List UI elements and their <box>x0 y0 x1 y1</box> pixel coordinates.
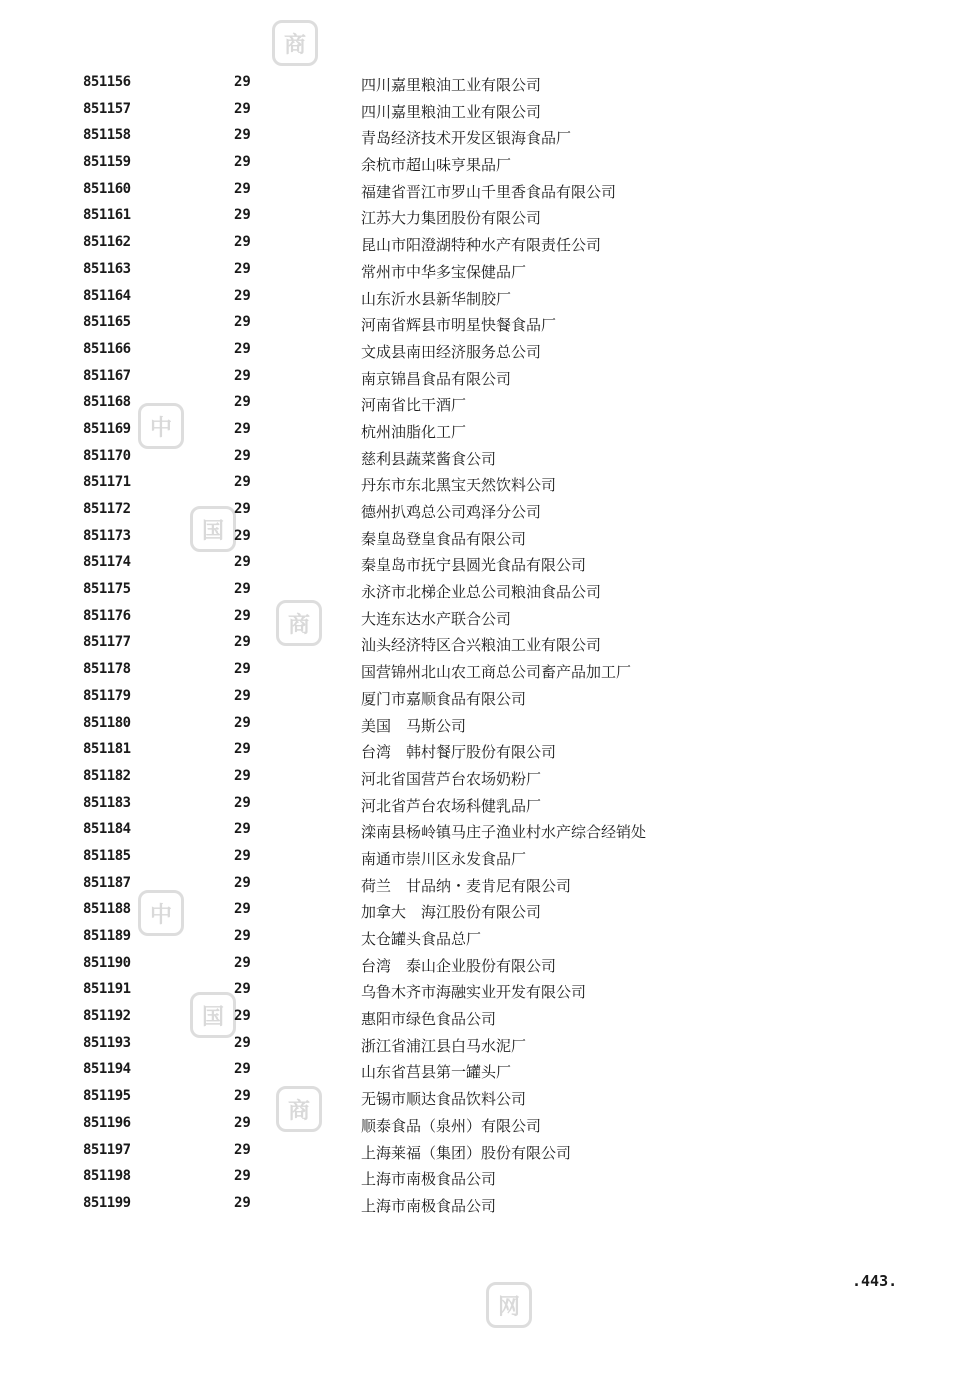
registration-number: 851173 <box>83 527 131 544</box>
company-name: 余杭市超山味亨果品厂 <box>361 156 512 175</box>
company-name: 太仓罐头食品总厂 <box>361 930 482 948</box>
list-item <box>0 123 980 150</box>
class-number: 29 <box>234 367 251 384</box>
company-name: 江苏大力集团股份有限公司 <box>361 209 542 228</box>
registration-number: 851195 <box>83 1088 131 1105</box>
registration-number: 851175 <box>83 581 131 598</box>
class-number: 29 <box>234 1194 251 1211</box>
list-item <box>0 924 980 951</box>
registration-number: 851162 <box>83 234 131 251</box>
registration-number: 851158 <box>83 127 131 144</box>
company-name: 加拿大 海江股份有限公司 <box>361 903 542 922</box>
class-number: 29 <box>234 847 251 864</box>
company-name: 秦皇岛登皇食品有限公司 <box>361 529 527 548</box>
watermark-stamp-icon: 商 <box>272 20 318 66</box>
company-name: 文成县南田经济服务总公司 <box>361 342 542 361</box>
watermark-stamp-icon: 中 <box>138 403 184 449</box>
list-item <box>0 97 980 124</box>
company-name: 厦门市嘉顺食品有限公司 <box>361 689 527 708</box>
registration-number: 851164 <box>83 287 131 304</box>
class-number: 29 <box>234 714 251 731</box>
company-name: 丹东市东北黑宝天然饮料公司 <box>361 476 557 495</box>
list-item <box>0 1191 980 1218</box>
class-number: 29 <box>234 1034 251 1051</box>
registration-number: 851171 <box>83 474 131 491</box>
class-number: 29 <box>234 127 251 144</box>
company-name: 南京锦昌食品有限公司 <box>361 369 512 388</box>
class-number: 29 <box>234 634 251 651</box>
class-number: 29 <box>234 207 251 224</box>
company-name: 汕头经济特区合兴粮油工业有限公司 <box>361 636 602 655</box>
registration-number: 851160 <box>83 180 131 197</box>
watermark-stamp-icon: 中 <box>138 890 184 936</box>
registration-number: 851199 <box>83 1194 131 1211</box>
company-name: 乌鲁木齐市海融实业开发有限公司 <box>361 983 587 1002</box>
company-name: 滦南县杨岭镇马庄子渔业村水产综合经销处 <box>361 823 647 842</box>
list-item <box>0 817 980 844</box>
class-number: 29 <box>234 314 251 331</box>
registration-number: 851166 <box>83 340 131 357</box>
company-name: 永济市北梯企业总公司粮油食品公司 <box>361 583 602 602</box>
list-item <box>0 550 980 577</box>
list-item <box>0 524 980 551</box>
list-item <box>0 871 980 898</box>
watermark-stamp-icon: 网 <box>486 1282 532 1328</box>
watermark-stamp-icon: 国 <box>190 992 236 1038</box>
list-item <box>0 1004 980 1031</box>
registration-number: 851192 <box>83 1008 131 1025</box>
registration-number: 851187 <box>83 874 131 891</box>
list-item <box>0 764 980 791</box>
class-number: 29 <box>234 527 251 544</box>
class-number: 29 <box>234 340 251 357</box>
registration-number: 851176 <box>83 607 131 624</box>
company-name: 杭州油脂化工厂 <box>361 422 467 441</box>
list-item <box>0 844 980 871</box>
company-name: 四川嘉里粮油工业有限公司 <box>361 76 542 94</box>
list-item <box>0 310 980 337</box>
company-name: 台湾 韩村餐厅股份有限公司 <box>361 743 557 762</box>
list-item <box>0 1057 980 1084</box>
class-number: 29 <box>234 794 251 811</box>
list-item <box>0 177 980 204</box>
class-number: 29 <box>234 607 251 624</box>
class-number: 29 <box>234 180 251 197</box>
class-number: 29 <box>234 687 251 704</box>
list-item <box>0 150 980 177</box>
list-item <box>0 711 980 738</box>
class-number: 29 <box>234 1168 251 1185</box>
class-number: 29 <box>234 661 251 678</box>
class-number: 29 <box>234 928 251 944</box>
registration-number: 851193 <box>83 1034 131 1051</box>
list-item <box>0 1111 980 1138</box>
registration-number: 851159 <box>83 154 131 171</box>
company-name: 山东省莒县第一罐头厂 <box>361 1063 512 1082</box>
registration-number: 851165 <box>83 314 131 331</box>
registration-number: 851181 <box>83 741 131 758</box>
company-name: 河南省比干酒厂 <box>361 396 467 415</box>
registration-number: 851174 <box>83 554 131 571</box>
registration-number: 851168 <box>83 394 131 411</box>
registration-number: 851194 <box>83 1061 131 1078</box>
list-item <box>0 230 980 257</box>
class-number: 29 <box>234 260 251 277</box>
class-number: 29 <box>234 447 251 464</box>
company-name: 山东沂水县新华制胶厂 <box>361 289 512 308</box>
list-item <box>0 497 980 524</box>
registration-number: 851180 <box>83 714 131 731</box>
watermark-stamp-icon: 商 <box>276 600 322 646</box>
registration-number: 851183 <box>83 794 131 811</box>
class-number: 29 <box>234 100 251 117</box>
list-item <box>0 737 980 764</box>
company-name: 青岛经济技术开发区银海食品厂 <box>361 129 572 148</box>
company-name: 南通市崇川区永发食品厂 <box>361 849 527 868</box>
class-number: 29 <box>234 394 251 411</box>
list-item <box>0 417 980 444</box>
list-item <box>0 657 980 684</box>
company-name: 国营锦州北山农工商总公司畜产品加工厂 <box>361 663 632 682</box>
list-item <box>0 977 980 1004</box>
registration-number: 851182 <box>83 767 131 784</box>
registration-number: 851179 <box>83 687 131 704</box>
registration-number: 851177 <box>83 634 131 651</box>
class-number: 29 <box>234 767 251 784</box>
class-number: 29 <box>234 154 251 171</box>
company-name: 昆山市阳澄湖特种水产有限责任公司 <box>361 236 602 255</box>
registration-number: 851191 <box>83 981 131 998</box>
registration-number: 851196 <box>83 1114 131 1131</box>
list-item <box>0 257 980 284</box>
company-name: 大连东达水产联合公司 <box>361 609 512 628</box>
registration-list <box>0 70 980 1218</box>
page-number: .443. <box>852 1272 898 1290</box>
list-item <box>0 70 980 97</box>
class-number: 29 <box>234 1114 251 1131</box>
registration-number: 851184 <box>83 821 131 838</box>
list-item <box>0 951 980 978</box>
registration-number: 851167 <box>83 367 131 384</box>
company-name: 河北省国营芦台农场奶粉厂 <box>361 769 542 788</box>
company-name: 台湾 泰山企业股份有限公司 <box>361 956 557 975</box>
registration-number: 851185 <box>83 847 131 864</box>
company-name: 上海市南极食品公司 <box>361 1170 497 1189</box>
list-item <box>0 337 980 364</box>
class-number: 29 <box>234 901 251 918</box>
list-item <box>0 684 980 711</box>
company-name: 美国 马斯公司 <box>361 716 467 735</box>
list-item <box>0 203 980 230</box>
registration-number: 851172 <box>83 501 131 517</box>
class-number: 29 <box>234 420 251 437</box>
watermark-stamp-icon: 商 <box>276 1086 322 1132</box>
company-name: 上海莱福（集团）股份有限公司 <box>361 1143 572 1162</box>
class-number: 29 <box>234 1141 251 1158</box>
watermark-stamp-icon: 国 <box>190 506 236 552</box>
class-number: 29 <box>234 501 251 517</box>
company-name: 四川嘉里粮油工业有限公司 <box>361 102 542 121</box>
class-number: 29 <box>234 474 251 491</box>
company-name: 秦皇岛市抚宁县圆光食品有限公司 <box>361 556 587 575</box>
class-number: 29 <box>234 234 251 251</box>
class-number: 29 <box>234 554 251 571</box>
class-number: 29 <box>234 1008 251 1025</box>
company-name: 河南省辉县市明星快餐食品厂 <box>361 316 557 335</box>
class-number: 29 <box>234 581 251 598</box>
company-name: 浙江省浦江县白马水泥厂 <box>361 1036 527 1055</box>
list-item <box>0 390 980 417</box>
company-name: 无锡市顺达食品饮料公司 <box>361 1090 527 1109</box>
registration-number: 851189 <box>83 928 131 944</box>
list-item <box>0 444 980 471</box>
class-number: 29 <box>234 1061 251 1078</box>
company-name: 德州扒鸡总公司鸡泽分公司 <box>361 503 542 521</box>
registration-number: 851198 <box>83 1168 131 1185</box>
registration-number: 851188 <box>83 901 131 918</box>
list-item <box>0 1138 980 1165</box>
registration-number: 851197 <box>83 1141 131 1158</box>
registration-number: 851161 <box>83 207 131 224</box>
company-name: 顺泰食品（泉州）有限公司 <box>361 1116 542 1135</box>
class-number: 29 <box>234 287 251 304</box>
list-item <box>0 791 980 818</box>
registration-number: 851170 <box>83 447 131 464</box>
list-item <box>0 897 980 924</box>
class-number: 29 <box>234 954 251 971</box>
company-name: 河北省芦台农场科健乳品厂 <box>361 796 542 815</box>
list-item <box>0 470 980 497</box>
class-number: 29 <box>234 741 251 758</box>
registration-number: 851178 <box>83 661 131 678</box>
list-item <box>0 364 980 391</box>
list-item <box>0 1031 980 1058</box>
company-name: 荷兰 甘品纳・麦肯尼有限公司 <box>361 876 572 895</box>
list-item <box>0 1084 980 1111</box>
list-item <box>0 604 980 631</box>
list-item <box>0 284 980 311</box>
registration-number: 851190 <box>83 954 131 971</box>
company-name: 常州市中华多宝保健品厂 <box>361 262 527 281</box>
list-item <box>0 1164 980 1191</box>
list-item <box>0 630 980 657</box>
list-item <box>0 577 980 604</box>
class-number: 29 <box>234 1088 251 1105</box>
registration-number: 851169 <box>83 420 131 437</box>
class-number: 29 <box>234 874 251 891</box>
company-name: 惠阳市绿色食品公司 <box>361 1010 497 1029</box>
class-number: 29 <box>234 74 251 90</box>
company-name: 上海市南极食品公司 <box>361 1196 497 1215</box>
class-number: 29 <box>234 821 251 838</box>
registration-number: 851156 <box>83 74 131 90</box>
registration-number: 851157 <box>83 100 131 117</box>
company-name: 福建省晋江市罗山千里香食品有限公司 <box>361 182 617 201</box>
registration-number: 851163 <box>83 260 131 277</box>
class-number: 29 <box>234 981 251 998</box>
company-name: 慈利县蔬菜酱食公司 <box>361 449 497 468</box>
